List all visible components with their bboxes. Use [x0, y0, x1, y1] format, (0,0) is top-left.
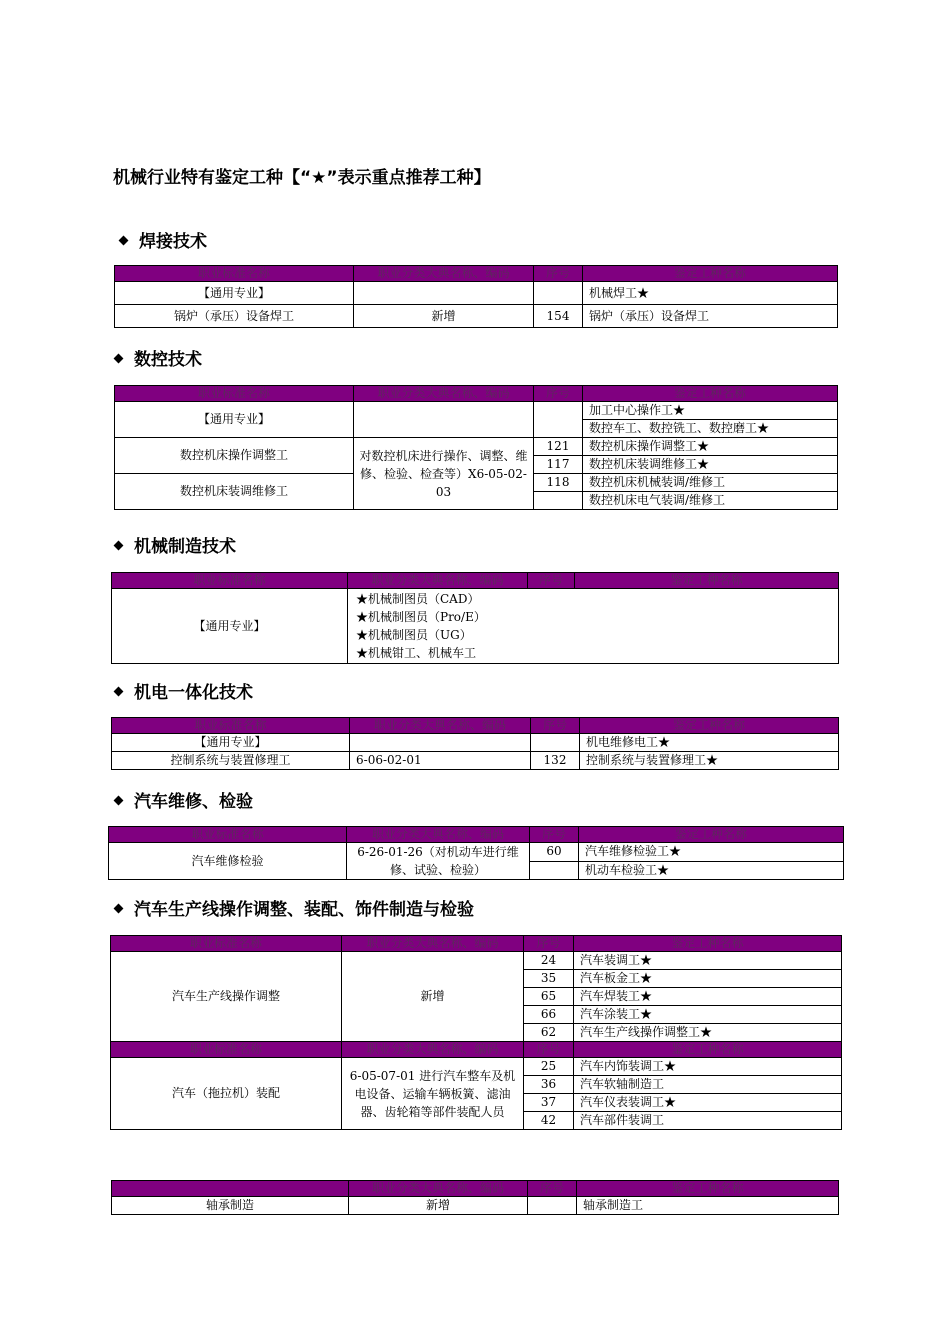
cls-code [354, 402, 534, 438]
std-name: 轴承制造 [112, 1197, 349, 1215]
seq-no [530, 861, 579, 880]
seq-no: 132 [531, 752, 580, 770]
table-welding [114, 265, 838, 328]
header-job: 鉴定工种名称 [575, 573, 839, 589]
cls-code [350, 734, 531, 752]
job-name: 轴承制造工 [577, 1197, 839, 1215]
cls-code: 新增 [349, 1197, 528, 1215]
cls-code: 对数控机床进行操作、调整、维修、检验、检查等）X6-05-02-03 [354, 438, 534, 510]
std-name: 数控机床操作调整工 [115, 438, 354, 474]
cls-code: 6-06-02-01 [350, 752, 531, 770]
std-name: 锅炉（承压）设备焊工 [115, 305, 354, 328]
table-header [109, 827, 844, 843]
table-header [112, 573, 839, 589]
seq-no: 24 [524, 952, 574, 970]
seq-no [528, 1197, 577, 1215]
header-no: 序号 [534, 266, 583, 282]
header-no: 序号 [528, 573, 575, 589]
job-name: 汽车部件装调工 [574, 1112, 842, 1130]
table-row [115, 282, 838, 305]
job-name: 机械焊工★ [583, 282, 838, 305]
table-mechatronics [111, 717, 839, 770]
std-name: 汽车（拖拉机）装配 [111, 1058, 342, 1130]
seq-no: 121 [534, 438, 583, 456]
seq-no: 66 [524, 1006, 574, 1024]
header-cls: 职业分类大典名称、编码 [342, 936, 524, 952]
cls-code: 新增 [342, 952, 524, 1042]
header-cls: 职业分类大典名称、编码 [348, 573, 528, 589]
job-name: 汽车焊装工★ [574, 988, 842, 1006]
cls-code: 新增 [354, 305, 534, 328]
list-item: ★机械制图员（UG） [356, 628, 472, 642]
header-cls: 职业分类大典名称、编码 [349, 1181, 528, 1197]
job-name: 锅炉（承压）设备焊工 [583, 305, 838, 328]
job-name: 汽车软轴制造工 [574, 1076, 842, 1094]
section-heading-auto-repair: 汽车维修、检验 [115, 787, 253, 812]
header-std: 职业标准名称 [112, 718, 350, 734]
table-row [111, 1058, 842, 1076]
job-name: 汽车内饰装调工★ [574, 1058, 842, 1076]
header-job: 鉴定工种名称 [574, 1042, 842, 1058]
header-std: 职业标准名称 [109, 827, 347, 843]
header-cls: 职业分类大典名称、编码 [347, 827, 530, 843]
job-name: 数控机床装调维修工★ [583, 456, 838, 474]
section-heading-cnc: 数控技术 [115, 345, 202, 370]
seq-no: 36 [524, 1076, 574, 1094]
seq-no: 37 [524, 1094, 574, 1112]
cls-code: 6-26-01-26（对机动车进行维修、试验、检验） [347, 843, 530, 880]
seq-no: 62 [524, 1024, 574, 1042]
job-name: 汽车生产线操作调整工★ [574, 1024, 842, 1042]
header-job: 鉴定工种名称 [583, 266, 838, 282]
header-job: 鉴定工种名称 [577, 1181, 839, 1197]
header-job: 鉴定工种名称 [583, 386, 838, 402]
table-row [115, 402, 838, 420]
job-name: 控制系统与装置修理工★ [580, 752, 839, 770]
table-cnc [114, 385, 838, 510]
seq-no [534, 492, 583, 510]
table-header [115, 386, 838, 402]
job-name: 数控机床操作调整工★ [583, 438, 838, 456]
table-row [115, 438, 838, 456]
list-item: ★机械制图员（CAD） [356, 592, 480, 606]
table-auto-production [110, 935, 842, 1130]
std-name: 数控机床装调维修工 [115, 474, 354, 510]
cls-code: 6-05-07-01 进行汽车整车及机电设备、运输车辆板簧、滤油器、齿轮箱等部件装配人员 [342, 1058, 524, 1130]
table-header [115, 266, 838, 282]
header-no: 序号 [524, 1042, 574, 1058]
std-name: 汽车维修检验 [109, 843, 347, 880]
section-heading-manufacturing: 机械制造技术 [115, 532, 236, 557]
std-name: 【通用专业】 [115, 282, 354, 305]
table-bearing [111, 1180, 839, 1215]
seq-no: 117 [534, 456, 583, 474]
section-heading-auto-production: 汽车生产线操作调整、装配、饰件制造与检验 [115, 895, 474, 920]
job-name: 数控机床电气装调/维修工 [583, 492, 838, 510]
std-name: 【通用专业】 [112, 589, 348, 664]
job-name: 机动车检验工★ [579, 861, 844, 880]
table-row [112, 752, 839, 770]
cls-code [354, 282, 534, 305]
header-cls: 职业分类大典名称、编码 [342, 1042, 524, 1058]
seq-no [534, 282, 583, 305]
header-no: 序号 [524, 936, 574, 952]
seq-no: 60 [530, 843, 579, 862]
table-row [115, 305, 838, 328]
std-name: 控制系统与装置修理工 [112, 752, 350, 770]
header-no: 序号 [531, 718, 580, 734]
header-cls: 职业分类大典名称、编码 [350, 718, 531, 734]
header-no: 序号 [528, 1181, 577, 1197]
table-row [112, 1197, 839, 1215]
job-name: 汽车板金工★ [574, 970, 842, 988]
header-job: 鉴定工种名称 [580, 718, 839, 734]
diamond-bullet-icon [114, 795, 124, 805]
job-name: 汽车装调工★ [574, 952, 842, 970]
std-name: 汽车生产线操作调整 [111, 952, 342, 1042]
table-header [112, 718, 839, 734]
header-no: 序号 [534, 386, 583, 402]
job-name: 汽车仪表装调工★ [574, 1094, 842, 1112]
diamond-bullet-icon [114, 686, 124, 696]
header-no: 序号 [530, 827, 579, 843]
header-std: 职业标准名称 [115, 266, 354, 282]
header-job: 鉴定工种名称 [579, 827, 844, 843]
std-name: 【通用专业】 [112, 734, 350, 752]
page-title: 机械行业特有鉴定工种【“★”表示重点推荐工种】 [113, 168, 491, 188]
diamond-bullet-icon [119, 235, 129, 245]
seq-no: 25 [524, 1058, 574, 1076]
job-list [348, 589, 839, 664]
diamond-bullet-icon [114, 540, 124, 550]
table-row [112, 589, 839, 664]
table-row [111, 952, 842, 970]
header-std: 职业标准名称 [111, 1042, 342, 1058]
table-manufacturing [111, 572, 839, 664]
table-row [109, 843, 844, 862]
list-item: ★机械制图员（Pro/E） [356, 610, 486, 624]
seq-no: 65 [524, 988, 574, 1006]
job-name: 数控机床机械装调/维修工 [583, 474, 838, 492]
seq-no: 154 [534, 305, 583, 328]
seq-no: 42 [524, 1112, 574, 1130]
header-cls: 职业分类大典名称、编码 [354, 266, 534, 282]
job-name: 数控车工、数控铣工、数控磨工★ [583, 420, 838, 438]
table-row [112, 734, 839, 752]
job-name: 汽车涂装工★ [574, 1006, 842, 1024]
seq-no: 35 [524, 970, 574, 988]
header-std [112, 1181, 349, 1197]
seq-no [531, 734, 580, 752]
header-job: 鉴定工种名称 [574, 936, 842, 952]
list-item: ★机械钳工、机械车工 [356, 646, 477, 660]
job-name: 机电维修电工★ [580, 734, 839, 752]
table-header [112, 1181, 839, 1197]
table-header [111, 936, 842, 952]
header-std: 职业标准名称 [115, 386, 354, 402]
diamond-bullet-icon [114, 903, 124, 913]
table-header [111, 1042, 842, 1058]
header-std: 职业标准名称 [112, 573, 348, 589]
job-name: 加工中心操作工★ [583, 402, 838, 420]
diamond-bullet-icon [114, 353, 124, 363]
std-name: 【通用专业】 [115, 402, 354, 438]
table-auto-repair [108, 826, 844, 880]
header-std: 职业标准名称 [111, 936, 342, 952]
seq-no [534, 402, 583, 438]
header-cls: 职业分类大典名称、编码 [354, 386, 534, 402]
seq-no: 118 [534, 474, 583, 492]
section-heading-welding: 焊接技术 [120, 227, 207, 252]
job-name: 汽车维修检验工★ [579, 843, 844, 862]
section-heading-mechatronics: 机电一体化技术 [115, 678, 253, 703]
